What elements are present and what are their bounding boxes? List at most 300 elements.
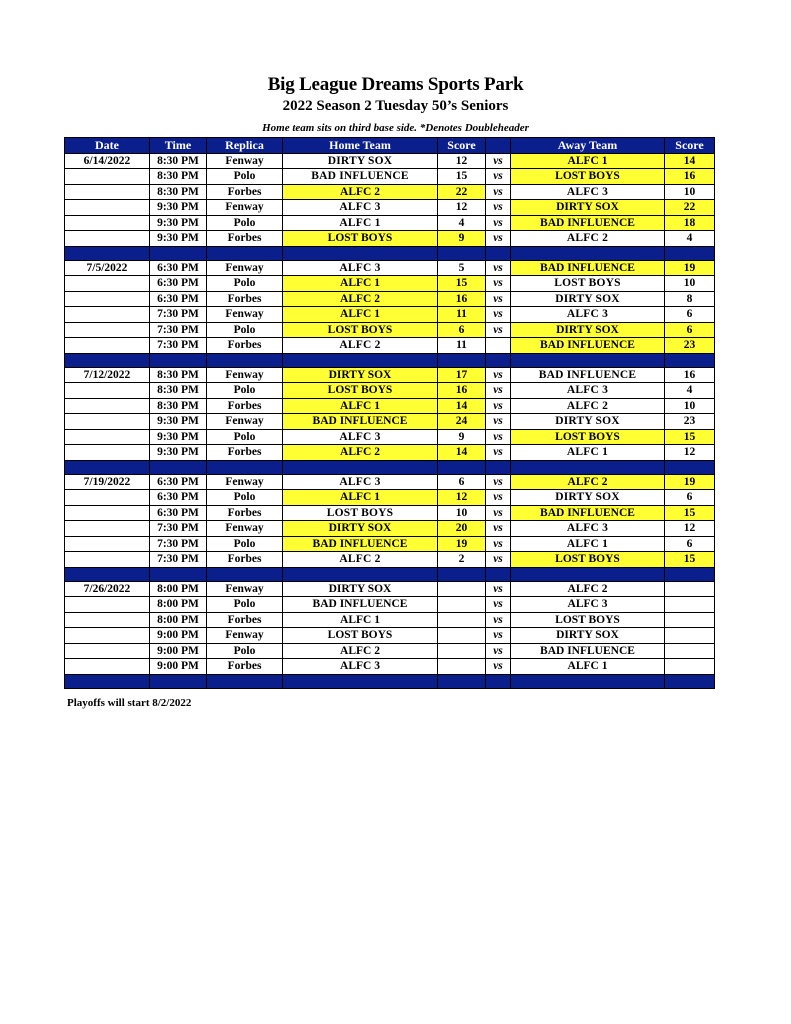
date-cell <box>65 383 150 399</box>
home-team-cell: ALFC 1 <box>283 612 438 628</box>
date-cell: 7/19/2022 <box>65 474 150 490</box>
separator-cell <box>65 567 150 581</box>
date-cell <box>65 505 150 521</box>
vs-cell: vs <box>486 398 511 414</box>
date-cell: 7/12/2022 <box>65 367 150 383</box>
away-score-cell: 15 <box>665 505 715 521</box>
col-header-vs <box>486 138 511 154</box>
separator-cell <box>438 567 486 581</box>
game-row <box>65 260 715 276</box>
time-cell: 7:30 PM <box>150 536 207 552</box>
home-team-cell: BAD INFLUENCE <box>283 169 438 185</box>
separator-cell <box>150 246 207 260</box>
away-team-cell: ALFC 3 <box>511 307 665 323</box>
replica-field-cell: Fenway <box>207 153 283 169</box>
away-score-cell: 18 <box>665 215 715 231</box>
home-team-cell: DIRTY SOX <box>283 521 438 537</box>
home-score-cell <box>438 581 486 597</box>
game-row <box>65 322 715 338</box>
away-score-cell: 12 <box>665 445 715 461</box>
away-team-cell: ALFC 1 <box>511 153 665 169</box>
week-separator-row <box>65 674 715 688</box>
col-header-away-team: Away Team <box>511 138 665 154</box>
replica-field-cell: Polo <box>207 383 283 399</box>
away-team-cell: DIRTY SOX <box>511 291 665 307</box>
home-team-cell: ALFC 2 <box>283 445 438 461</box>
vs-cell: vs <box>486 490 511 506</box>
game-row <box>65 169 715 185</box>
away-score-cell: 4 <box>665 231 715 247</box>
separator-cell <box>438 353 486 367</box>
time-cell: 6:30 PM <box>150 474 207 490</box>
replica-field-cell: Polo <box>207 429 283 445</box>
home-score-cell <box>438 612 486 628</box>
away-team-cell: BAD INFLUENCE <box>511 367 665 383</box>
home-score-cell: 15 <box>438 276 486 292</box>
home-team-cell: ALFC 3 <box>283 474 438 490</box>
away-score-cell: 22 <box>665 200 715 216</box>
away-score-cell: 10 <box>665 184 715 200</box>
away-score-cell: 6 <box>665 322 715 338</box>
away-team-cell: LOST BOYS <box>511 429 665 445</box>
week-separator-row <box>65 567 715 581</box>
away-team-cell: LOST BOYS <box>511 552 665 568</box>
col-header-home-score: Score <box>438 138 486 154</box>
home-team-cell: LOST BOYS <box>283 628 438 644</box>
away-team-cell: ALFC 3 <box>511 521 665 537</box>
game-row <box>65 597 715 613</box>
home-team-cell: ALFC 3 <box>283 260 438 276</box>
away-score-cell: 16 <box>665 169 715 185</box>
home-team-cell: ALFC 1 <box>283 276 438 292</box>
home-team-cell: ALFC 2 <box>283 184 438 200</box>
game-row <box>65 383 715 399</box>
away-score-cell <box>665 612 715 628</box>
home-team-cell: BAD INFLUENCE <box>283 536 438 552</box>
replica-field-cell: Fenway <box>207 200 283 216</box>
time-cell: 9:00 PM <box>150 659 207 675</box>
replica-field-cell: Fenway <box>207 307 283 323</box>
separator-cell <box>511 567 665 581</box>
home-team-cell: ALFC 2 <box>283 552 438 568</box>
home-score-cell: 22 <box>438 184 486 200</box>
away-score-cell <box>665 643 715 659</box>
date-cell <box>65 307 150 323</box>
home-team-cell: DIRTY SOX <box>283 153 438 169</box>
vs-cell: vs <box>486 383 511 399</box>
game-row <box>65 505 715 521</box>
replica-field-cell: Forbes <box>207 659 283 675</box>
game-row <box>65 398 715 414</box>
separator-cell <box>283 246 438 260</box>
time-cell: 8:00 PM <box>150 597 207 613</box>
date-cell <box>65 276 150 292</box>
replica-field-cell: Fenway <box>207 581 283 597</box>
replica-field-cell: Polo <box>207 597 283 613</box>
time-cell: 9:30 PM <box>150 414 207 430</box>
home-score-cell <box>438 659 486 675</box>
week-separator-row <box>65 353 715 367</box>
away-team-cell: BAD INFLUENCE <box>511 643 665 659</box>
separator-cell <box>65 674 150 688</box>
time-cell: 7:30 PM <box>150 338 207 354</box>
home-score-cell: 17 <box>438 367 486 383</box>
away-score-cell: 23 <box>665 338 715 354</box>
week-separator-row <box>65 246 715 260</box>
home-team-cell: ALFC 1 <box>283 398 438 414</box>
vs-cell: vs <box>486 521 511 537</box>
playoffs-note: Playoffs will start 8/2/2022 <box>67 697 192 709</box>
game-row <box>65 612 715 628</box>
game-row <box>65 215 715 231</box>
date-cell <box>65 169 150 185</box>
away-team-cell: BAD INFLUENCE <box>511 260 665 276</box>
replica-field-cell: Forbes <box>207 231 283 247</box>
separator-cell <box>665 567 715 581</box>
separator-cell <box>486 246 511 260</box>
home-score-cell: 12 <box>438 153 486 169</box>
away-score-cell: 6 <box>665 536 715 552</box>
separator-cell <box>150 567 207 581</box>
time-cell: 6:30 PM <box>150 291 207 307</box>
away-team-cell: DIRTY SOX <box>511 628 665 644</box>
date-cell <box>65 231 150 247</box>
time-cell: 9:30 PM <box>150 429 207 445</box>
away-team-cell: ALFC 3 <box>511 383 665 399</box>
replica-field-cell: Fenway <box>207 474 283 490</box>
game-row <box>65 536 715 552</box>
vs-cell: vs <box>486 169 511 185</box>
vs-cell: vs <box>486 276 511 292</box>
time-cell: 9:30 PM <box>150 215 207 231</box>
time-cell: 8:30 PM <box>150 367 207 383</box>
home-team-cell: ALFC 2 <box>283 338 438 354</box>
vs-cell: vs <box>486 429 511 445</box>
replica-field-cell: Forbes <box>207 612 283 628</box>
vs-cell: vs <box>486 445 511 461</box>
week-separator-row <box>65 460 715 474</box>
game-row <box>65 307 715 323</box>
separator-cell <box>486 674 511 688</box>
home-team-cell: BAD INFLUENCE <box>283 414 438 430</box>
schedule-note: Home team sits on third base side. *Denotes Doubleheader <box>262 122 529 134</box>
home-score-cell: 11 <box>438 338 486 354</box>
game-row <box>65 581 715 597</box>
home-team-cell: ALFC 3 <box>283 429 438 445</box>
vs-cell: vs <box>486 307 511 323</box>
away-score-cell: 8 <box>665 291 715 307</box>
game-row <box>65 276 715 292</box>
home-score-cell: 10 <box>438 505 486 521</box>
separator-cell <box>150 353 207 367</box>
date-cell <box>65 552 150 568</box>
away-team-cell: DIRTY SOX <box>511 322 665 338</box>
separator-cell <box>438 674 486 688</box>
time-cell: 8:30 PM <box>150 153 207 169</box>
away-score-cell <box>665 628 715 644</box>
separator-cell <box>665 353 715 367</box>
separator-cell <box>283 674 438 688</box>
date-cell <box>65 338 150 354</box>
home-team-cell: ALFC 2 <box>283 291 438 307</box>
time-cell: 7:30 PM <box>150 322 207 338</box>
game-row <box>65 659 715 675</box>
separator-cell <box>486 567 511 581</box>
replica-field-cell: Fenway <box>207 521 283 537</box>
home-score-cell: 15 <box>438 169 486 185</box>
away-score-cell: 23 <box>665 414 715 430</box>
vs-cell: vs <box>486 231 511 247</box>
date-cell <box>65 643 150 659</box>
time-cell: 6:30 PM <box>150 505 207 521</box>
separator-cell <box>665 674 715 688</box>
away-team-cell: ALFC 1 <box>511 445 665 461</box>
game-row <box>65 414 715 430</box>
vs-cell: vs <box>486 552 511 568</box>
home-score-cell: 9 <box>438 231 486 247</box>
separator-cell <box>207 674 283 688</box>
away-score-cell <box>665 597 715 613</box>
home-score-cell: 11 <box>438 307 486 323</box>
replica-field-cell: Fenway <box>207 367 283 383</box>
page-subtitle: 2022 Season 2 Tuesday 50’s Seniors <box>282 98 509 114</box>
replica-field-cell: Forbes <box>207 505 283 521</box>
home-score-cell: 4 <box>438 215 486 231</box>
time-cell: 9:30 PM <box>150 231 207 247</box>
game-row <box>65 552 715 568</box>
time-cell: 8:00 PM <box>150 581 207 597</box>
vs-cell: vs <box>486 184 511 200</box>
date-cell <box>65 536 150 552</box>
col-header-away-score: Score <box>665 138 715 154</box>
separator-cell <box>486 460 511 474</box>
schedule-table <box>64 137 715 689</box>
separator-cell <box>150 460 207 474</box>
game-row <box>65 490 715 506</box>
time-cell: 8:30 PM <box>150 184 207 200</box>
time-cell: 9:00 PM <box>150 628 207 644</box>
separator-cell <box>283 460 438 474</box>
away-score-cell <box>665 659 715 675</box>
vs-cell: vs <box>486 659 511 675</box>
away-team-cell: DIRTY SOX <box>511 414 665 430</box>
home-team-cell: LOST BOYS <box>283 322 438 338</box>
col-header-time: Time <box>150 138 207 154</box>
col-header-date: Date <box>65 138 150 154</box>
date-cell: 6/14/2022 <box>65 153 150 169</box>
home-team-cell: LOST BOYS <box>283 505 438 521</box>
away-team-cell: ALFC 2 <box>511 474 665 490</box>
game-row <box>65 643 715 659</box>
away-score-cell: 19 <box>665 474 715 490</box>
home-team-cell: BAD INFLUENCE <box>283 597 438 613</box>
date-cell <box>65 597 150 613</box>
time-cell: 8:30 PM <box>150 169 207 185</box>
date-cell <box>65 200 150 216</box>
home-score-cell: 16 <box>438 383 486 399</box>
vs-cell: vs <box>486 260 511 276</box>
separator-cell <box>438 460 486 474</box>
replica-field-cell: Forbes <box>207 445 283 461</box>
vs-cell: vs <box>486 628 511 644</box>
home-score-cell <box>438 597 486 613</box>
vs-cell: vs <box>486 322 511 338</box>
separator-cell <box>283 567 438 581</box>
vs-cell: vs <box>486 215 511 231</box>
home-team-cell: ALFC 1 <box>283 215 438 231</box>
home-score-cell: 12 <box>438 200 486 216</box>
date-cell <box>65 659 150 675</box>
replica-field-cell: Polo <box>207 169 283 185</box>
game-row <box>65 338 715 354</box>
away-score-cell: 19 <box>665 260 715 276</box>
separator-cell <box>511 460 665 474</box>
game-row <box>65 367 715 383</box>
header-row <box>65 138 715 154</box>
home-score-cell: 20 <box>438 521 486 537</box>
date-cell: 7/26/2022 <box>65 581 150 597</box>
game-row <box>65 184 715 200</box>
away-score-cell: 16 <box>665 367 715 383</box>
away-score-cell: 15 <box>665 552 715 568</box>
time-cell: 8:30 PM <box>150 383 207 399</box>
home-team-cell: LOST BOYS <box>283 383 438 399</box>
date-cell <box>65 215 150 231</box>
separator-cell <box>511 353 665 367</box>
vs-cell: vs <box>486 367 511 383</box>
separator-cell <box>207 246 283 260</box>
time-cell: 8:00 PM <box>150 612 207 628</box>
schedule-body <box>65 153 715 688</box>
away-team-cell: ALFC 1 <box>511 536 665 552</box>
separator-cell <box>207 567 283 581</box>
home-score-cell: 5 <box>438 260 486 276</box>
replica-field-cell: Fenway <box>207 260 283 276</box>
away-score-cell: 14 <box>665 153 715 169</box>
game-row <box>65 153 715 169</box>
separator-cell <box>438 246 486 260</box>
date-cell <box>65 445 150 461</box>
date-cell <box>65 322 150 338</box>
game-row <box>65 231 715 247</box>
separator-cell <box>150 674 207 688</box>
home-score-cell: 6 <box>438 474 486 490</box>
vs-cell: vs <box>486 153 511 169</box>
replica-field-cell: Forbes <box>207 552 283 568</box>
away-team-cell: ALFC 2 <box>511 231 665 247</box>
home-score-cell: 14 <box>438 445 486 461</box>
game-row <box>65 474 715 490</box>
separator-cell <box>65 246 150 260</box>
date-cell <box>65 398 150 414</box>
vs-cell: vs <box>486 414 511 430</box>
vs-cell: vs <box>486 474 511 490</box>
vs-cell: vs <box>486 505 511 521</box>
col-header-replica: Replica <box>207 138 283 154</box>
away-team-cell: ALFC 1 <box>511 659 665 675</box>
away-team-cell: LOST BOYS <box>511 169 665 185</box>
home-team-cell: ALFC 3 <box>283 200 438 216</box>
replica-field-cell: Polo <box>207 490 283 506</box>
date-cell <box>65 184 150 200</box>
separator-cell <box>511 674 665 688</box>
replica-field-cell: Fenway <box>207 414 283 430</box>
date-cell: 7/5/2022 <box>65 260 150 276</box>
home-score-cell: 24 <box>438 414 486 430</box>
replica-field-cell: Polo <box>207 276 283 292</box>
replica-field-cell: Polo <box>207 215 283 231</box>
game-row <box>65 200 715 216</box>
home-team-cell: ALFC 2 <box>283 643 438 659</box>
away-team-cell: DIRTY SOX <box>511 200 665 216</box>
home-score-cell: 16 <box>438 291 486 307</box>
vs-cell: vs <box>486 612 511 628</box>
game-row <box>65 291 715 307</box>
home-score-cell: 2 <box>438 552 486 568</box>
date-cell <box>65 628 150 644</box>
game-row <box>65 628 715 644</box>
separator-cell <box>65 353 150 367</box>
home-score-cell <box>438 628 486 644</box>
time-cell: 7:30 PM <box>150 521 207 537</box>
time-cell: 8:30 PM <box>150 398 207 414</box>
game-row <box>65 445 715 461</box>
replica-field-cell: Polo <box>207 536 283 552</box>
game-row <box>65 521 715 537</box>
home-score-cell: 9 <box>438 429 486 445</box>
time-cell: 9:30 PM <box>150 200 207 216</box>
home-score-cell: 12 <box>438 490 486 506</box>
home-team-cell: LOST BOYS <box>283 231 438 247</box>
page-title: Big League Dreams Sports Park <box>267 74 524 95</box>
separator-cell <box>665 460 715 474</box>
home-team-cell: ALFC 1 <box>283 307 438 323</box>
home-score-cell: 6 <box>438 322 486 338</box>
separator-cell <box>486 353 511 367</box>
home-team-cell: ALFC 1 <box>283 490 438 506</box>
date-cell <box>65 612 150 628</box>
away-team-cell: BAD INFLUENCE <box>511 215 665 231</box>
vs-cell: vs <box>486 597 511 613</box>
time-cell: 6:30 PM <box>150 276 207 292</box>
vs-cell: vs <box>486 200 511 216</box>
away-team-cell: ALFC 3 <box>511 597 665 613</box>
replica-field-cell: Forbes <box>207 184 283 200</box>
away-team-cell: DIRTY SOX <box>511 490 665 506</box>
vs-cell: vs <box>486 581 511 597</box>
away-score-cell: 6 <box>665 307 715 323</box>
separator-cell <box>511 246 665 260</box>
time-cell: 7:30 PM <box>150 552 207 568</box>
away-team-cell: LOST BOYS <box>511 612 665 628</box>
separator-cell <box>207 460 283 474</box>
away-score-cell: 10 <box>665 398 715 414</box>
replica-field-cell: Forbes <box>207 398 283 414</box>
time-cell: 6:30 PM <box>150 260 207 276</box>
away-score-cell <box>665 581 715 597</box>
date-cell <box>65 521 150 537</box>
date-cell <box>65 490 150 506</box>
time-cell: 9:00 PM <box>150 643 207 659</box>
home-score-cell <box>438 643 486 659</box>
vs-cell: vs <box>486 643 511 659</box>
replica-field-cell: Polo <box>207 322 283 338</box>
date-cell <box>65 291 150 307</box>
time-cell: 6:30 PM <box>150 490 207 506</box>
away-team-cell: BAD INFLUENCE <box>511 505 665 521</box>
home-team-cell: DIRTY SOX <box>283 581 438 597</box>
away-score-cell: 15 <box>665 429 715 445</box>
